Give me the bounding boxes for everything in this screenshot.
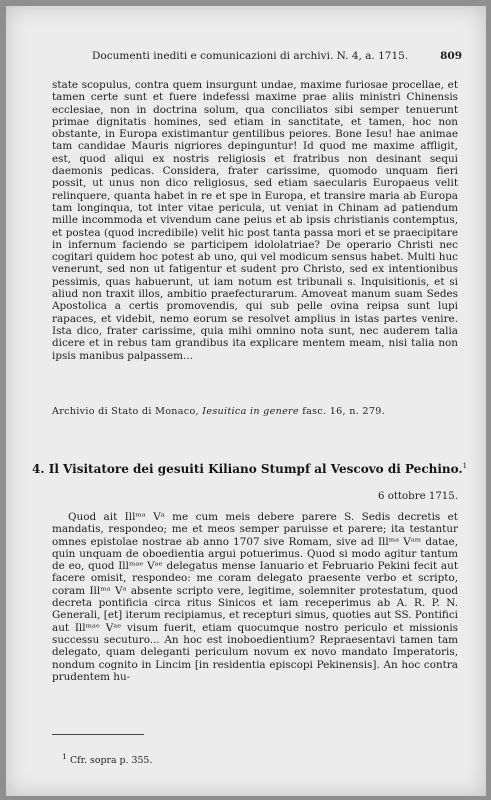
running-head bbox=[92, 50, 462, 62]
page-number: 809 bbox=[440, 50, 462, 62]
footnote-divider bbox=[52, 734, 144, 735]
source-collection: Iesuitica in genere bbox=[202, 406, 299, 417]
section-title-text: 4. Il Visitatore dei gesuiti Kiliano Stumpf al Vescovo di Pechino. bbox=[32, 462, 463, 476]
footnote-marker: 1 bbox=[462, 462, 468, 470]
running-title: Documenti inediti e comunicazioni di archivi. N. 4, a. 1715. bbox=[92, 50, 409, 62]
footnote-text: Cfr. sopra p. 355. bbox=[69, 755, 153, 767]
footnote-number: 1 bbox=[62, 752, 67, 761]
source-reference: fasc. 16, n. 279. bbox=[302, 406, 385, 417]
source-archive: Archivio di Stato di Monaco, bbox=[52, 406, 199, 417]
section-heading bbox=[32, 462, 472, 476]
footnote bbox=[62, 752, 442, 766]
archival-source bbox=[52, 406, 458, 417]
letter-date: 6 ottobre 1715. bbox=[378, 491, 458, 502]
document-page bbox=[6, 6, 486, 796]
body-paragraph: state scopulus, contra quem insurgunt undae, maxime furiosae procellae, et tamen certe sunt et fuere indefessi maxime prae aliis ministri Chinensis ecclesiae, non in doctrina solum, qua conciliatos sibi semper tenuerunt primae dignitatis homines, sed etiam in sanctitate, et tamen, hoc non obstante, in Europa existimantur gentilibus peiores. Bone Iesu! hae animae tam candidae Mauris nigriores depinguntur! Id quod me maxime affligit, est, quod aliqui ex nostris religiosis et fratribus non desinant sequi daemonis pedicas. Considera, frater carissime, quomodo unquam fieri possit, ut unus non dico religiosus, sed etiam saecularis Europaeus velit relinquere, quanta habet in re et spe in Europa, et transire maria ab Europa tam longinqua, tot inter vitae pericula, ut veniat in Chinam ad patiendum mille incommoda et vivendum cane peius et ab ipsis christianis contemptus, et postea (quod incredibile) velit hic post tanta passa mori et se praecipitare in infernum faciendo se participem idololatriae? De operario Christi nec cogitari quidem hoc potest ab uno, qui vel modicum sensus habet. Multi huc venerunt, sed non ut fatigentur et sudent pro Christo, sed ex intentionibus pessimis, quas habuerunt, ut iam notum est tribunali s. Inquisitionis, et si aliud non traxit illos, ambitio praefecturarum. Amoveat manum suam Sedes Apostolica a certis promovendis, qui sub pelle ovina reipsa sunt lupi rapaces, et videbit, nemo eorum se resolvet amplius in istas partes venire. Ista dico, frater carissime, quia mihi omnino nota sunt, nec auderem talia dicere et in rebus tam grandibus ita explicare mentem meam, nisi talia non ipsis manibus palpassem... bbox=[52, 79, 458, 362]
letter-paragraph: Quod ait Illᵐᵃ Vᵃ me cum meis debere parere S. Sedis decretis et mandatis, respondeo; me et meos semper paruisse et parere; ita testantur omnes epistolae nostrae ab anno 1707 sive Romam, sive ad Illᵐᵃ Vᵃᵐ datae, quin unquam de oboedientia argui potuerimus. Quod si modo agitur tantum de eo, quod Illᵐᵃᵉ Vᵃᵉ delegatus mense Ianuario et Februario Pekini fecit aut facere omisit, respondeo: me coram delegato praesente verbo et scripto, coram Illᵐᵃ Vᵃ absente scripto vere, legitime, solemniter protestatum, quod decreta pontificia circa ritus Sinicos et iam receperimus ab A. R. P. N. Generali, [et] iterum recipiamus, et recepturi simus, quoties aut SS. Pontifici aut Illᵐᵃᵉ Vᵃᵉ visum fuerit, etiam quocumque nostro periculo et missionis successu secuturo... An hoc est inoboedientium? Repraesentavi tamen tam delegato, quam deleganti periculum novum ex novo mandato Imperatoris, nondum cognito in Lincim [in residentia episcopi Pekinensis]. An hoc contra prudentem hu- bbox=[52, 511, 458, 683]
